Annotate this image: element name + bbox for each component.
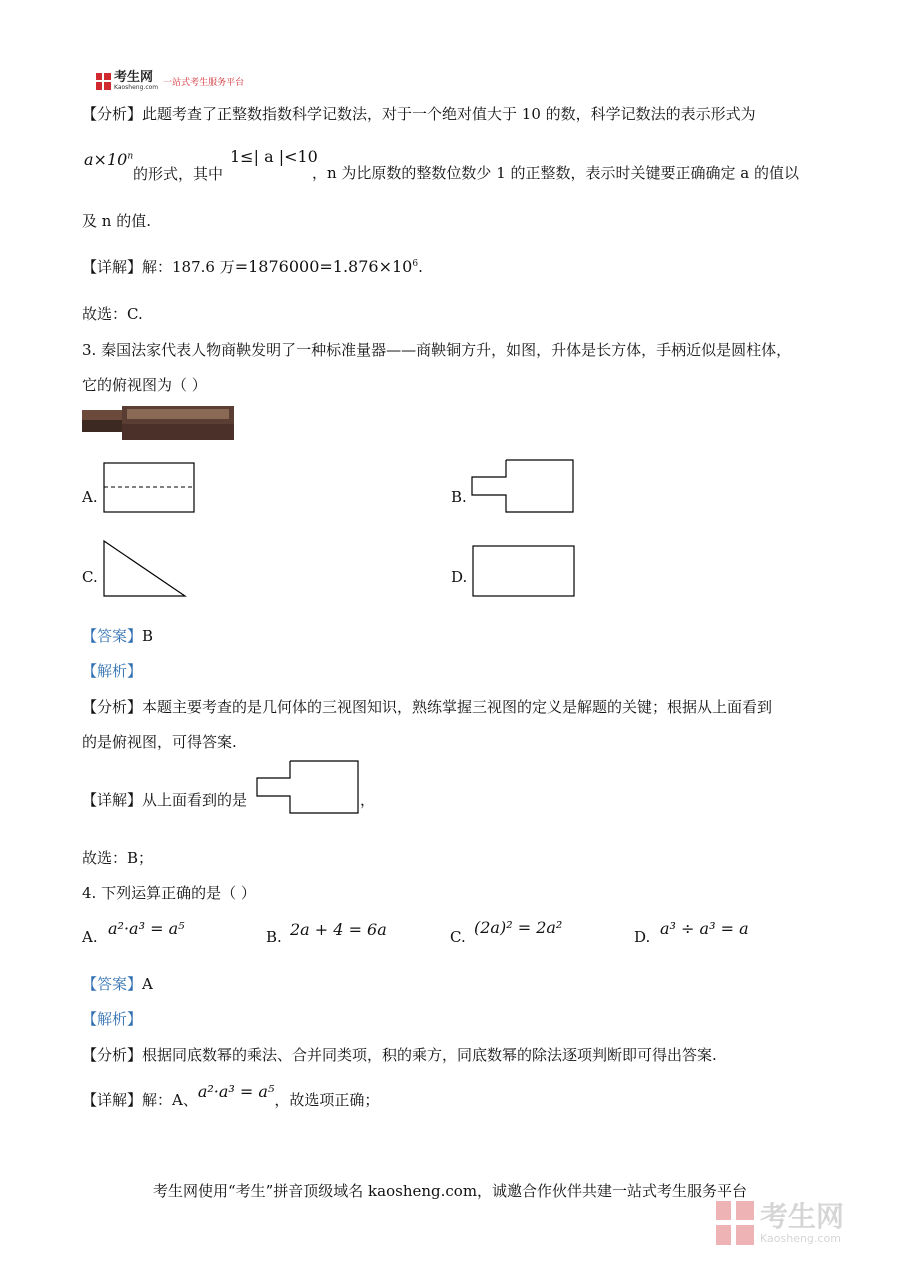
q2-analysis-line1: 【分析】此题考查了正整数指数科学记数法，对于一个绝对值大于 10 的数，科学记数法的表示形式为 — [82, 105, 756, 123]
q3-option-a-figure[interactable] — [103, 462, 197, 514]
watermark-logo-icon — [716, 1201, 754, 1245]
q3-detail-end: ， — [360, 791, 376, 809]
q2-choice: 故选：C. — [82, 305, 143, 323]
q3-option-a-label[interactable]: A. — [82, 488, 98, 506]
q4-option-a-expr[interactable]: a²·a³ = a⁵ — [108, 919, 185, 938]
q3-option-c-figure[interactable] — [103, 540, 188, 598]
q4-stem: 4. 下列运算正确的是（ ） — [82, 884, 256, 902]
q4-option-b-label[interactable]: B. — [266, 928, 282, 946]
q3-option-d-figure[interactable] — [472, 545, 576, 598]
logo-name: 考生网 — [114, 70, 154, 85]
q3-analysis-line2: 的是俯视图，可得答案. — [82, 733, 237, 751]
q4-option-d-label[interactable]: D. — [634, 928, 651, 946]
q2-n-text: ，n 为比原数的整数位数少 1 的正整数，表示时关键要正确确定 a 的值以 — [312, 164, 799, 182]
header-slogan: 一站式考生服务平台 — [163, 78, 245, 88]
q3-option-c-label[interactable]: C. — [82, 568, 98, 586]
watermark — [716, 1201, 844, 1245]
q2-sci-notation: $a\times 10^n$ — [84, 150, 134, 169]
q3-detail: 【详解】从上面看到的是 — [82, 791, 248, 809]
q4-option-c-expr[interactable]: (2a)² = 2a² — [474, 918, 563, 937]
page-footer: 考生网使用“考生”拼音顶级域名 kaosheng.com，诚邀合作伙伴共建一站式考生服务平台 — [152, 1182, 748, 1200]
header-logo — [96, 72, 244, 91]
q3-stem-line1: 3. 秦国法家代表人物商鞅发明了一种标准量器——商鞅铜方升，如图，升体是长方体，手柄近似是圆柱体， — [82, 341, 792, 359]
q3-detail-figure — [256, 760, 361, 815]
q3-choice: 故选：B； — [82, 849, 154, 867]
q2-detail: 【详解】解：187.6 万$=1876000=1.876\times 10^6$. — [82, 257, 423, 276]
q2-range: 1≤| a |<10 — [230, 147, 318, 166]
q3-option-d-label[interactable]: D. — [451, 568, 468, 586]
q4-option-d-expr[interactable]: a³ ÷ a³ = a — [660, 919, 749, 938]
q4-detail: 【详解】解：A、a²·a³ = a⁵，故选项正确； — [82, 1082, 380, 1109]
q3-jiexi: 【解析】 — [82, 662, 143, 680]
q3-analysis-line1: 【分析】本题主要考查的是几何体的三视图知识，熟练掌握三视图的定义是解题的关键；根据从上面看到 — [82, 698, 773, 716]
q2-form-text: 的形式，其中 — [133, 165, 224, 183]
kaosheng-logo-icon — [96, 73, 111, 90]
bronze-vessel-photo — [82, 404, 234, 442]
q4-option-a-label[interactable]: A. — [82, 928, 98, 946]
q4-analysis: 【分析】根据同底数幂的乘法、合并同类项，积的乘方，同底数幂的除法逐项判断即可得出答案. — [82, 1046, 717, 1064]
q3-answer: 【答案】B — [82, 627, 154, 645]
q4-option-c-label[interactable]: C. — [450, 928, 466, 946]
q3-option-b-label[interactable]: B. — [451, 488, 467, 506]
watermark-name: 考生网 — [760, 1199, 845, 1233]
q3-option-b-figure[interactable] — [471, 459, 576, 515]
watermark-domain: Kaosheng.com — [760, 1231, 841, 1245]
q3-stem-line2: 它的俯视图为（ ） — [82, 376, 207, 394]
logo-domain: Kaosheng.com — [114, 84, 159, 91]
q4-jiexi: 【解析】 — [82, 1010, 143, 1028]
q4-answer: 【答案】A — [82, 975, 153, 993]
q4-option-b-expr[interactable]: 2a + 4 = 6a — [290, 920, 387, 939]
q2-analysis-end: 及 n 的值. — [82, 212, 151, 230]
